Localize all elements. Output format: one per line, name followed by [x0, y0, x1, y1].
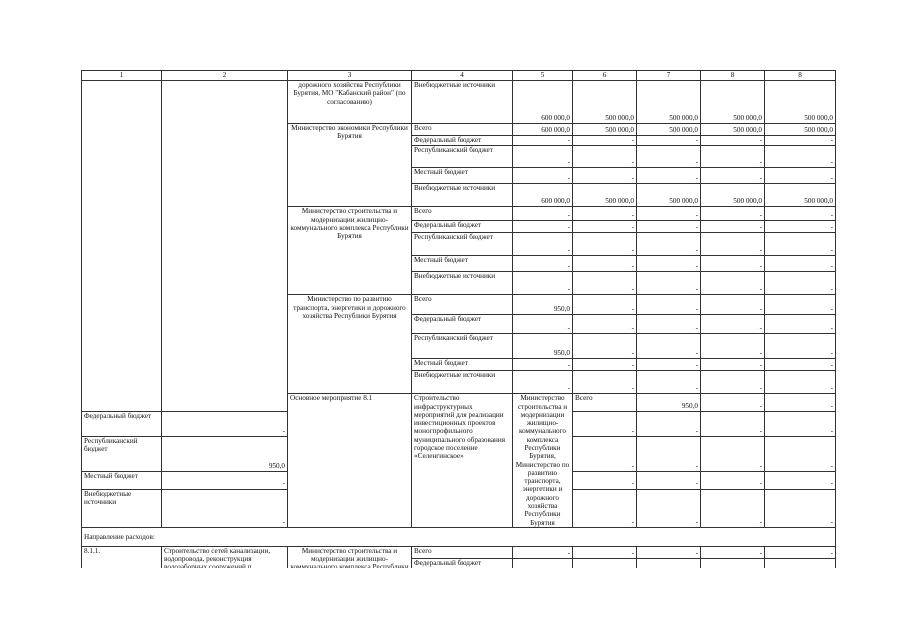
source-cell: Всего [412, 295, 513, 315]
source-cell: Федеральный бюджет [412, 221, 513, 233]
value-cell: - [637, 168, 701, 184]
value-cell: 600 000,0 [513, 81, 573, 124]
value-cell: - [701, 295, 765, 315]
value-cell: 500 000,0 [637, 81, 701, 124]
source-cell: Федеральный бюджет [412, 315, 513, 334]
source-cell: Федеральный бюджет [412, 136, 513, 146]
value-cell: - [637, 436, 701, 471]
value-cell: - [573, 546, 637, 558]
table-row [82, 527, 836, 546]
source-cell: Внебюджетные источники [412, 371, 513, 394]
value-cell: - [765, 359, 836, 371]
section-heading: Направление расходов: [82, 527, 836, 546]
value-cell: - [765, 272, 836, 295]
source-cell: Республиканский бюджет [412, 233, 513, 256]
value-cell: - [513, 359, 573, 371]
value-cell: - [573, 221, 637, 233]
value-cell: - [765, 436, 836, 471]
value-cell: - [637, 272, 701, 295]
value-cell: 950,0 [162, 436, 288, 471]
value-cell: 500 000,0 [637, 184, 701, 207]
value-cell: - [765, 371, 836, 394]
column-header: 1 [82, 71, 162, 81]
value-cell: - [513, 168, 573, 184]
value-cell: 500 000,0 [765, 81, 836, 124]
value-cell: - [573, 334, 637, 359]
page-bottom-margin [0, 568, 905, 640]
value-cell: - [637, 546, 701, 558]
source-cell: Местный бюджет [412, 168, 513, 184]
value-cell: - [765, 136, 836, 146]
value-cell: - [701, 371, 765, 394]
source-cell: Федеральный бюджет [82, 411, 162, 436]
source-cell: Всего [573, 394, 637, 412]
value-cell: - [701, 436, 765, 471]
value-cell: - [637, 295, 701, 315]
value-cell: - [701, 359, 765, 371]
source-cell: Внебюджетные источники [412, 184, 513, 207]
executor-cell: Министерство экономики Республики Бурятия [288, 124, 412, 207]
source-cell: Республиканский бюджет [412, 146, 513, 168]
value-cell: - [701, 546, 765, 558]
row-name-cell [162, 81, 288, 412]
value-cell: - [573, 436, 637, 471]
value-cell: - [162, 472, 288, 490]
value-cell: - [701, 168, 765, 184]
value-cell: - [765, 146, 836, 168]
value-cell: 600 000,0 [513, 184, 573, 207]
value-cell: - [513, 371, 573, 394]
source-cell: Всего [412, 124, 513, 136]
value-cell: - [637, 315, 701, 334]
value-cell: - [701, 394, 765, 412]
executor-cell: дорожного хозяйства Республики Бурятия, МО "Кабанский район" (по согласованию) [288, 81, 412, 124]
column-header: 5 [513, 71, 573, 81]
value-cell: - [573, 472, 637, 490]
value-cell: - [765, 394, 836, 412]
value-cell: - [637, 136, 701, 146]
value-cell: - [765, 221, 836, 233]
executor-cell: Министерство строительства и модернизации жилищно- [288, 546, 412, 613]
value-cell: - [765, 546, 836, 558]
value-cell: - [637, 371, 701, 394]
value-cell: - [162, 489, 288, 527]
value-cell: - [701, 334, 765, 359]
source-cell: Местный бюджет [82, 472, 162, 490]
value-cell: - [637, 146, 701, 168]
column-number-row [82, 71, 836, 81]
value-cell: - [573, 371, 637, 394]
column-header: 6 [573, 71, 637, 81]
table-row [82, 546, 836, 558]
value-cell: - [701, 136, 765, 146]
value-cell: - [513, 207, 573, 221]
budget-table [81, 70, 836, 614]
column-header: 3 [288, 71, 412, 81]
column-header: 4 [412, 71, 513, 81]
source-cell: Внебюджетные источники [82, 489, 162, 527]
value-cell: - [637, 207, 701, 221]
source-cell: Внебюджетные источники [412, 272, 513, 295]
row-name-cell: Строительство инфраструктурных мероприятий для реализации инвестиционных проектов моногпрофильного муниципального образования городское поселение «Селенгинское» [412, 394, 513, 528]
value-cell: - [701, 489, 765, 527]
value-cell: 600 000,0 [513, 124, 573, 136]
value-cell: - [637, 359, 701, 371]
value-cell: 500 000,0 [701, 184, 765, 207]
value-cell: - [765, 315, 836, 334]
value-cell: - [765, 256, 836, 272]
source-cell: Всего [412, 207, 513, 221]
value-cell: - [573, 233, 637, 256]
row-number-cell: 8.1.1. [82, 546, 162, 613]
value-cell: 500 000,0 [573, 124, 637, 136]
value-cell: - [765, 334, 836, 359]
value-cell: - [573, 272, 637, 295]
value-cell: - [637, 489, 701, 527]
source-cell: Всего [412, 546, 513, 558]
value-cell: - [573, 315, 637, 334]
value-cell: - [701, 411, 765, 436]
value-cell: - [765, 168, 836, 184]
value-cell: - [701, 272, 765, 295]
value-cell: - [513, 221, 573, 233]
executor-cell: Министерство строительства и модернизации жилищно-коммунального комплекса Республики Бурятия, Министерство по развитию транспорта, энергетики и дорожного хозяйства Республики Бурятия [513, 394, 573, 528]
value-cell: - [765, 207, 836, 221]
value-cell: - [701, 207, 765, 221]
value-cell: - [701, 221, 765, 233]
column-header: 8 [701, 71, 765, 81]
value-cell: 500 000,0 [765, 184, 836, 207]
value-cell: - [765, 233, 836, 256]
value-cell: - [513, 136, 573, 146]
column-header: 2 [162, 71, 288, 81]
value-cell: - [701, 315, 765, 334]
value-cell: - [573, 295, 637, 315]
value-cell: - [637, 233, 701, 256]
value-cell: - [765, 295, 836, 315]
source-cell: Внебюджетные источники [412, 81, 513, 124]
value-cell: 500 000,0 [701, 124, 765, 136]
row-name-cell: Строительство сетей канализации, водопровода, реконструкция [162, 546, 288, 613]
source-cell: Местный бюджет [412, 359, 513, 371]
value-cell: 500 000,0 [637, 124, 701, 136]
source-cell: Республиканский бюджет [412, 334, 513, 359]
value-cell: - [637, 334, 701, 359]
value-cell: - [513, 146, 573, 168]
column-header: 7 [637, 71, 701, 81]
row-number-cell [82, 81, 162, 412]
value-cell: - [573, 136, 637, 146]
value-cell: - [573, 146, 637, 168]
value-cell: - [765, 411, 836, 436]
value-cell: - [765, 489, 836, 527]
value-cell: - [573, 489, 637, 527]
row-number-cell: Основное мероприятие 8.1 [288, 394, 412, 528]
value-cell: - [573, 256, 637, 272]
value-cell: - [637, 256, 701, 272]
value-cell: - [637, 411, 701, 436]
column-header: 8 [765, 71, 836, 81]
executor-cell: Министерство по развитию транспорта, энергетики и дорожного хозяйства Республики Бурятия [288, 295, 412, 394]
value-cell: - [701, 256, 765, 272]
value-cell: - [701, 472, 765, 490]
value-cell: - [513, 272, 573, 295]
source-cell: Республиканский бюджет [82, 436, 162, 471]
value-cell: - [513, 315, 573, 334]
value-cell: - [573, 359, 637, 371]
value-cell: - [513, 233, 573, 256]
executor-cell: Министерство строительства и модернизации жилищно-коммунального комплекса Республики Бурятия [288, 207, 412, 295]
value-cell: - [513, 256, 573, 272]
value-cell: - [573, 207, 637, 221]
value-cell: - [637, 221, 701, 233]
value-cell: - [513, 546, 573, 558]
value-cell: 500 000,0 [701, 81, 765, 124]
value-cell: 950,0 [637, 394, 701, 412]
source-cell: Федеральный бюджет [412, 558, 513, 573]
value-cell: - [162, 411, 288, 436]
source-cell: Местный бюджет [412, 256, 513, 272]
value-cell: 500 000,0 [573, 81, 637, 124]
value-cell: - [701, 233, 765, 256]
value-cell: 500 000,0 [765, 124, 836, 136]
value-cell: - [573, 168, 637, 184]
value-cell: - [701, 146, 765, 168]
value-cell: 500 000,0 [573, 184, 637, 207]
value-cell: 950,0 [513, 334, 573, 359]
value-cell: - [637, 472, 701, 490]
table-row [82, 81, 836, 124]
value-cell: 950,0 [513, 295, 573, 315]
value-cell: - [765, 472, 836, 490]
value-cell: - [573, 411, 637, 436]
